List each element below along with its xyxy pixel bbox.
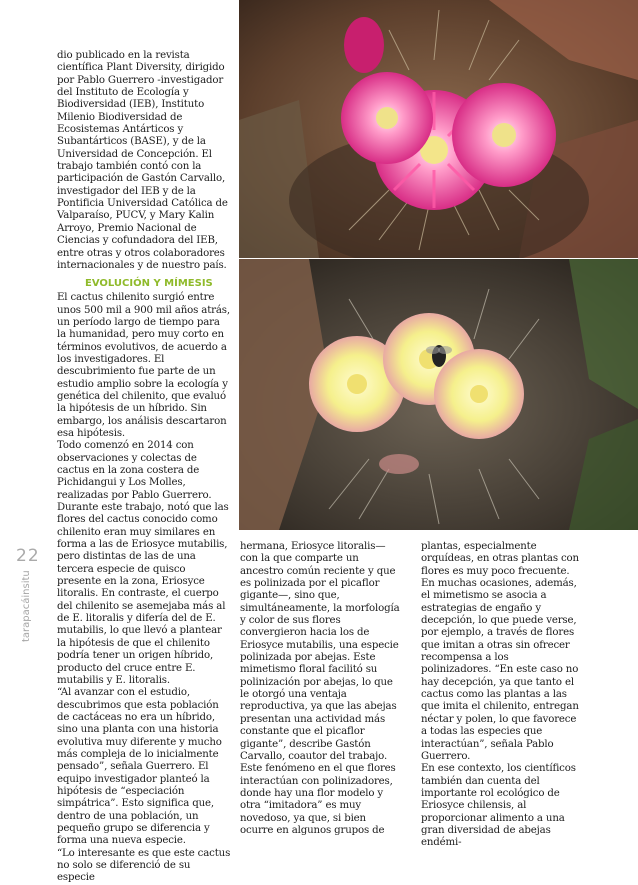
body-paragraph: “Lo interesante es que este cactus no solo se diferenció de su especie xyxy=(57,847,231,884)
body-paragraph: hermana, Eriosyce litoralis—con la que comparte un ancestro común reciente y que es polinizada por el picaflor gigante—, sino que, simultáneamente, la morfología y color de sus flores convergieron hacia los de Eriosyce mutabilis, una especie polinizada por abejas. Este mimetismo floral facilitó su polinización por abejas, lo que le otorgó una ventaja reproductiva, ya que las abejas presentan una actividad más constante que el picaflor gigante”, describe Gastón Carvallo, coautor del trabajo. xyxy=(240,541,400,762)
intro-paragraph: dio publicado en la revista científica Plant Diversity, dirigido por Pablo Guerrero -investigador del Instituto de Ecología y Biodiversidad (IEB), Instituto Milenio Biodiversidad de Ecosistemas Antárticos y Subantárticos (BASE), y de la Universidad de Concepción. El trabajo también contó con la participación de Gastón Carvallo, investigador del IEB y de la Pontificia Universidad Católica de Valparaíso, PUCV, y Mary Kalin Arroyo, Premio Nacional de Ciencias y cofundadora del IEB, entre otras y otros colaboradores internacionales y de nuestro país. xyxy=(57,50,228,271)
body-paragraph: En ese contexto, los científicos también dan cuenta del importante rol ecológico de Eriosyce chilensis, al proporcionar alimento a una gran diversidad de abejas endémi- xyxy=(421,763,576,849)
article-column-3 xyxy=(421,541,581,850)
body-paragraph: “Al avanzar con el estudio, descubrimos que esta población de cactáceas no era un híbrido, sino una planta con una historia evolutiva muy diferente y mucho más compleja de lo inicialmente pensado”, señala Guerrero. El equipo investigador planteó la hipótesis de “especiación simpátrica”. Esto significa que, dentro de una población, un pequeño grupo se diferencia y forma una nueva especie. xyxy=(57,687,222,847)
body-paragraph: El cactus chilenito surgió entre unos 500 mil a 900 mil años atrás, un período largo de tiempo para la humanidad, pero muy corto en términos evolutivos, de acuerdo a los investigadores. El descubrimiento fue parte de un estudio amplio sobre la ecología y genética del chilenito, que evaluó la hipótesis de un híbrido. Sin embargo, los análisis descartaron esa hipótesis. xyxy=(57,292,230,439)
magazine-brand: tarapacáinsitu xyxy=(21,570,32,642)
article-column-1 xyxy=(57,50,231,885)
body-paragraph: plantas, especialmente orquídeas, en otras plantas con flores es muy poco frecuente. En muchas ocasiones, además, el mimetismo se asocia a estrategias de engaño y decepción, lo que puede verse, por ejemplo, a través de flores que imitan a otras sin ofrecer recompensa a los polinizadores. “En este caso no hay decepción, ya que tanto el cactus como las plantas a las que imita el chilenito, entregan néctar y polen, lo que favorece a todas las especies que interactúan”, señala Pablo Guerrero. xyxy=(421,541,579,762)
section-heading: EVOLUCIÓN Y MÍMESIS xyxy=(85,278,213,290)
article-column-2 xyxy=(240,541,400,837)
body-paragraph: Este fenómeno en el que flores interactúan con polinizadores, donde hay una flor modelo y otra “imitadora” es muy novedoso, ya que, si bien ocurre en algunos grupos de xyxy=(240,763,396,836)
body-paragraph: Todo comenzó en 2014 con observaciones y colectas de cactus en la zona costera de Pichidangui y Los Molles, realizadas por Pablo Guerrero. Durante este trabajo, notó que las flores del cactus conocido como chilenito eran muy similares en forma a las de Eriosyce mutabilis, pero distintas de las de una tercera especie de quisco presente en la zona, Eriosyce litoralis. En contraste, el cuerpo del chilenito se asemejaba más al de E. litoralis y difería del de E. mutabilis, lo que llevó a plantear la hipótesis de que el chilenito podría tener un origen híbrido, producto del cruce entre E. mutabilis y E. litoralis. xyxy=(57,440,229,686)
page-number: 22 xyxy=(16,546,40,566)
yellow-cactus-flowers-with-bee-photo xyxy=(239,259,638,530)
pink-cactus-flowers-photo xyxy=(239,0,638,258)
